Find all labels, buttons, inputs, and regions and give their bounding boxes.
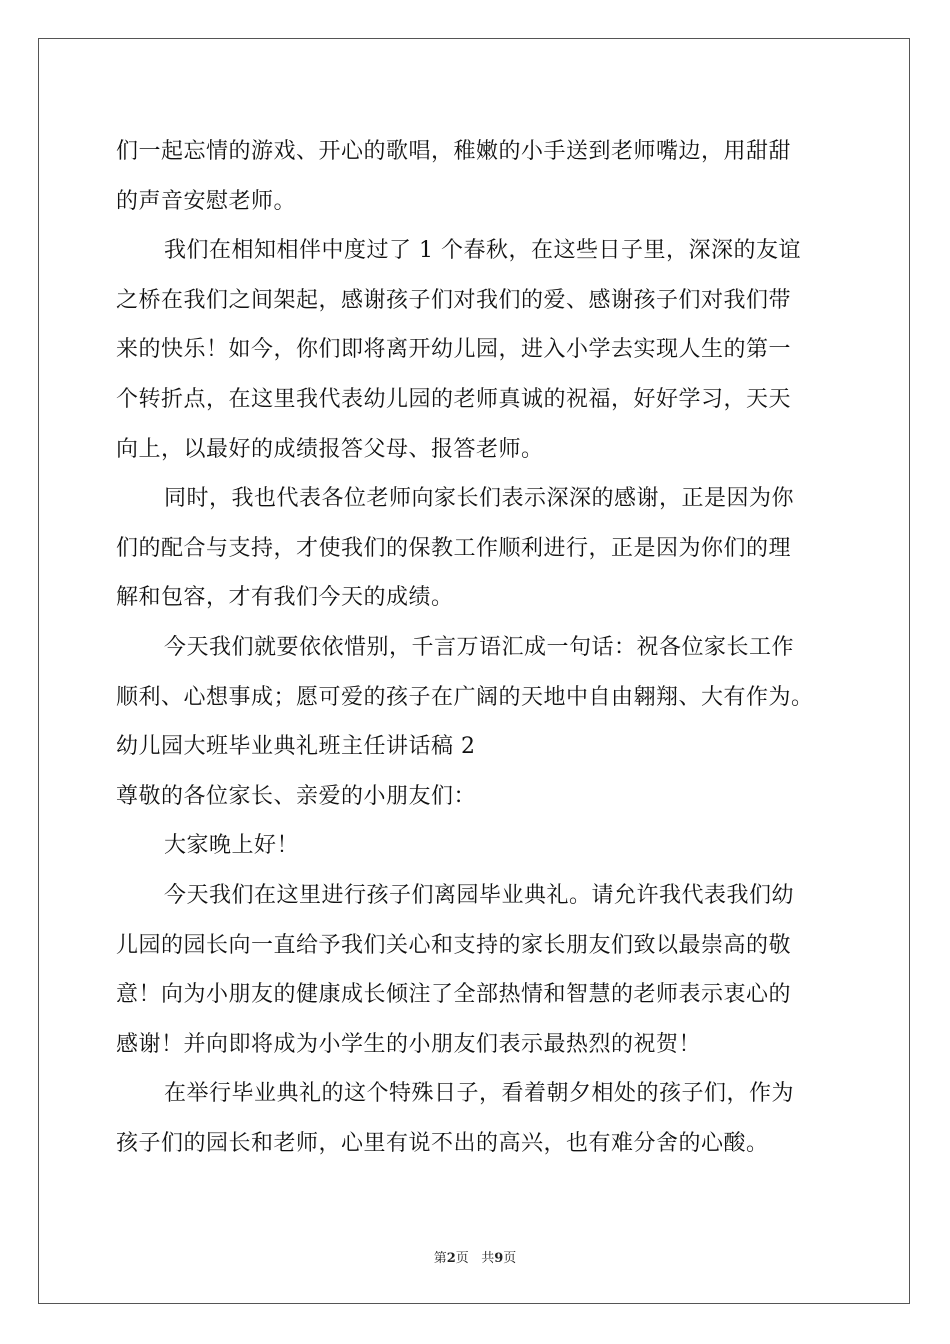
section-heading: 幼儿园大班毕业典礼班主任讲话稿 2 bbox=[116, 734, 476, 760]
text-line: 个转折点，在这里我代表幼儿园的老师真诚的祝福，好好学习，天天 bbox=[116, 386, 792, 412]
text-line: 同时，我也代表各位老师向家长们表示深深的感谢，正是因为你 bbox=[164, 486, 795, 512]
text-line: 感谢！并向即将成为小学生的小朋友们表示最热烈的祝贺！ bbox=[116, 1031, 702, 1057]
text-line: 今天我们就要依依惜别，千言万语汇成一句话：祝各位家长工作 bbox=[164, 634, 795, 660]
text-line: 意！向为小朋友的健康成长倾注了全部热情和智慧的老师表示衷心的 bbox=[116, 982, 792, 1008]
text-line: 们的配合与支持，才使我们的保教工作顺利进行，正是因为你们的理 bbox=[116, 535, 792, 561]
page-suffix: 页 bbox=[455, 1251, 469, 1266]
text-line: 向上，以最好的成绩报答父母、报答老师。 bbox=[116, 436, 544, 462]
total-prefix: 共 bbox=[481, 1251, 495, 1266]
text-line: 们一起忘情的游戏、开心的歌唱，稚嫩的小手送到老师嘴边，用甜甜 bbox=[116, 139, 792, 164]
text-line: 的声音安慰老师。 bbox=[116, 188, 297, 214]
text-line: 今天我们在这里进行孩子们离园毕业典礼。请允许我代表我们幼 bbox=[164, 882, 795, 908]
text-line: 来的快乐！如今，你们即将离开幼儿园，进入小学去实现人生的第一 bbox=[116, 337, 792, 363]
salutation: 尊敬的各位家长、亲爱的小朋友们： bbox=[116, 783, 477, 809]
document-body bbox=[116, 127, 846, 1168]
total-suffix: 页 bbox=[503, 1251, 517, 1266]
text-line: 在举行毕业典礼的这个特殊日子，看着朝夕相处的孩子们，作为 bbox=[164, 1081, 795, 1107]
text-line: 之桥在我们之间架起，感谢孩子们对我们的爱、感谢孩子们对我们带 bbox=[116, 287, 792, 313]
text-line: 儿园的园长向一直给予我们关心和支持的家长朋友们致以最崇高的敬 bbox=[116, 932, 792, 958]
greeting: 大家晚上好！ bbox=[164, 833, 300, 859]
text-line: 顺利、心想事成；愿可爱的孩子在广阔的天地中自由翱翔、大有作为。 bbox=[116, 684, 814, 710]
page-current: 2 bbox=[446, 1251, 456, 1266]
text-line: 孩子们的园长和老师，心里有说不出的高兴，也有难分舍的心酸。 bbox=[116, 1130, 769, 1156]
text-line: 我们在相知相伴中度过了 1 个春秋，在这些日子里，深深的友谊 bbox=[164, 238, 801, 264]
page-total: 9 bbox=[494, 1251, 504, 1266]
page-prefix: 第 bbox=[433, 1251, 447, 1266]
text-line: 解和包容，才有我们今天的成绩。 bbox=[116, 585, 454, 611]
page-footer bbox=[0, 1247, 950, 1266]
